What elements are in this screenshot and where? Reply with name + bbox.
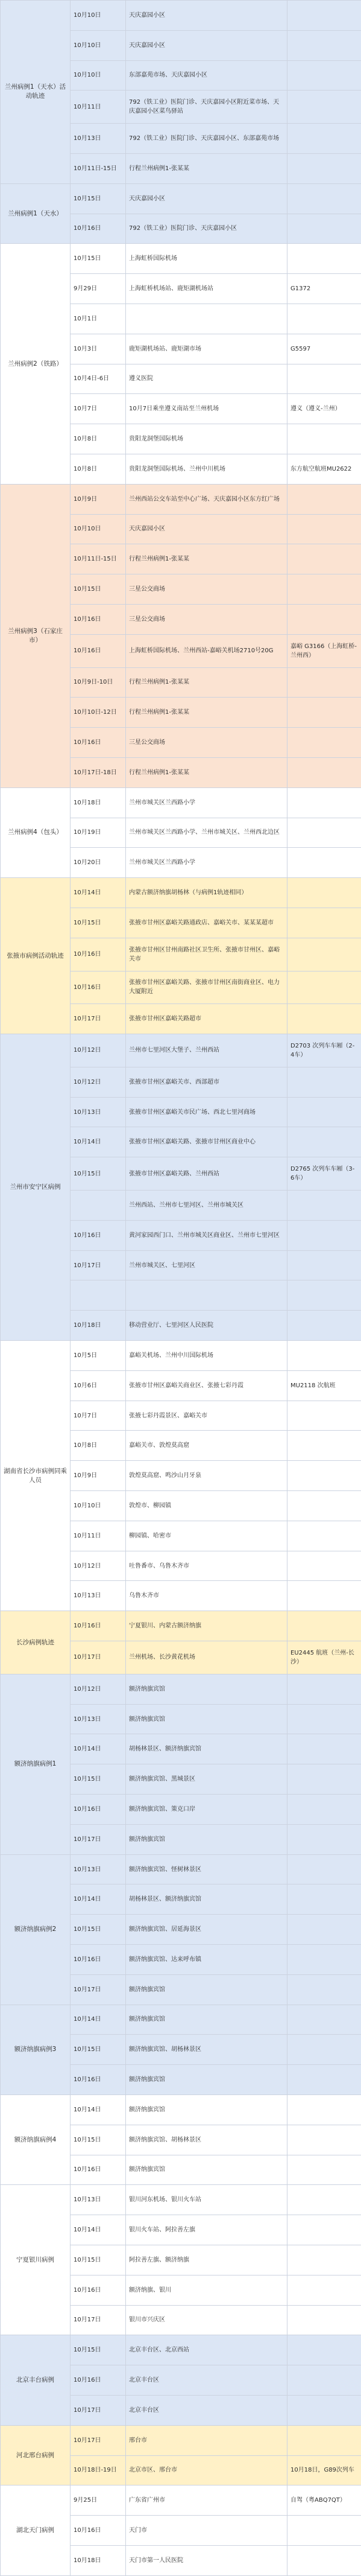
location-cell: 上海虹桥国际机场、兰州西站-嘉峪关机场2710号20G <box>126 634 287 667</box>
transport-note-cell <box>287 183 361 214</box>
transport-note-cell <box>287 2395 361 2425</box>
transport-note-cell <box>287 2545 361 2575</box>
location-cell: 内蒙古额济纳旗胡杨林（与病例1轨迹相同） <box>126 878 287 908</box>
date-cell: 10月10日 <box>71 514 126 544</box>
location-cell: 天庆嘉园小区 <box>126 30 287 60</box>
case-person-cell: 湖北天门病例 <box>1 2485 71 2575</box>
date-cell: 10月14日 <box>71 1884 126 1915</box>
transport-note-cell <box>287 878 361 908</box>
transport-note-cell <box>287 2425 361 2455</box>
date-cell: 10月16日 <box>71 1795 126 1825</box>
table-row <box>1 183 361 214</box>
date-cell: 10月14日 <box>71 2005 126 2035</box>
date-cell: 10月17日 <box>71 2395 126 2425</box>
transport-note-cell <box>287 1915 361 1945</box>
transport-note-cell <box>287 938 361 971</box>
transport-note-cell <box>287 1220 361 1250</box>
case-person-cell: 兰州病例1（天水）活动轨迹 <box>1 1 71 184</box>
location-cell: 胡杨林景区、额济纳旗宾馆 <box>126 1734 287 1764</box>
location-cell: 张掖市甘州区嘉峪关路、兰州西站 <box>126 1157 287 1191</box>
date-cell: 10月15日 <box>71 574 126 605</box>
location-cell: 额济纳旗宾馆 <box>126 2065 287 2095</box>
date-cell: 9月25日 <box>71 2485 126 2516</box>
location-cell: 银川市兴庆区 <box>126 2305 287 2335</box>
location-cell: 北京丰台区 <box>126 2365 287 2396</box>
location-cell: 胡杨林景区、额济纳旗宾馆 <box>126 1884 287 1915</box>
table-row <box>1 1 361 31</box>
date-cell: 10月16日 <box>71 971 126 1004</box>
date-cell: 10月13日 <box>71 2185 126 2215</box>
date-cell: 10月8日 <box>71 1431 126 1461</box>
date-cell: 10月19日 <box>71 818 126 848</box>
case-person-cell: 河北邢台病例 <box>1 2425 71 2485</box>
transport-note-cell <box>287 2365 361 2396</box>
location-cell: 兰州市城关区兰西路小学、兰州市城关区、兰州西北边区 <box>126 818 287 848</box>
transport-note-cell <box>287 1795 361 1825</box>
location-cell: 三星公交商场 <box>126 604 287 634</box>
case-person-cell: 额济纳旗病例2 <box>1 1854 71 2005</box>
date-cell: 10月18日 <box>71 787 126 818</box>
date-cell: 10月16日 <box>71 2275 126 2305</box>
location-cell: 兰州西站、兰州市七里河区、兰州市城关区 <box>126 1191 287 1221</box>
date-cell: 10月16日 <box>71 1611 126 1641</box>
transport-note-cell <box>287 2215 361 2245</box>
date-cell: 10月11日-15日 <box>71 544 126 574</box>
date-cell: 10月12日 <box>71 1551 126 1581</box>
location-cell: 额济纳旗宾馆、胡杨林景区 <box>126 2125 287 2155</box>
location-cell: 宁夏银川、内蒙古额济纳旗 <box>126 1611 287 1641</box>
date-cell <box>71 1280 126 1311</box>
transport-note-cell <box>287 214 361 244</box>
transport-note-cell <box>287 2516 361 2546</box>
case-person-cell: 额济纳旗病例3 <box>1 2005 71 2094</box>
transport-note-cell <box>287 1704 361 1734</box>
location-cell: 天庆嘉园小区 <box>126 1 287 31</box>
transport-note-cell <box>287 1551 361 1581</box>
location-cell: 天门市第一人民医院 <box>126 2545 287 2575</box>
date-cell: 10月13日 <box>71 1581 126 1611</box>
location-cell: 额济纳旗宾馆 <box>126 2094 287 2125</box>
transport-note-cell: EU2445 航班（兰州-长沙） <box>287 1641 361 1674</box>
transport-note-cell <box>287 698 361 728</box>
transport-note-cell <box>287 91 361 124</box>
date-cell: 10月10日 <box>71 60 126 91</box>
case-person-cell: 湖南省长沙市病例同乘人员 <box>1 1341 71 1611</box>
date-cell: 10月11日 <box>71 91 126 124</box>
location-cell: 额济纳旗宾馆、胡杨林景区 <box>126 2035 287 2065</box>
transport-note-cell <box>287 667 361 698</box>
date-cell: 10月17日 <box>71 2305 126 2335</box>
transport-note-cell <box>287 2094 361 2125</box>
case-person-cell: 兰州病例3（石家庄市） <box>1 484 71 787</box>
location-cell: 兰州市城关区兰西路小学 <box>126 787 287 818</box>
date-cell: 10月9日 <box>71 1461 126 1491</box>
case-person-cell: 兰州病例4（包头） <box>1 787 71 877</box>
table-row <box>1 244 361 274</box>
location-cell: 银川火车站、阿拉善左旗 <box>126 2215 287 2245</box>
date-cell: 10月17日 <box>71 1250 126 1280</box>
date-cell: 10月18日 <box>71 2545 126 2575</box>
location-cell: 额济纳旗宾馆 <box>126 2005 287 2035</box>
transport-note-cell <box>287 1581 361 1611</box>
location-cell <box>126 1280 287 1311</box>
date-cell: 10月15日 <box>71 1915 126 1945</box>
case-person-cell: 兰州市安宁区病例 <box>1 1034 71 1341</box>
transport-note-cell: 遵义（遵义-兰州） <box>287 394 361 424</box>
date-cell: 10月17日 <box>71 1824 126 1854</box>
transport-note-cell <box>287 2275 361 2305</box>
transport-note-cell: MU2118 次航班 <box>287 1370 361 1401</box>
location-cell: 移动营业厅、七里河区人民医院 <box>126 1311 287 1341</box>
transport-note-cell <box>287 1280 361 1311</box>
transport-note-cell <box>287 1461 361 1491</box>
transport-note-cell <box>287 574 361 605</box>
location-cell: 兰州市城关区、七里河区 <box>126 1250 287 1280</box>
date-cell: 10月17日 <box>71 1641 126 1674</box>
location-cell: 张掖七彩丹霞景区、嘉峪关市 <box>126 1401 287 1431</box>
date-cell: 10月13日 <box>71 124 126 154</box>
location-cell: 行程兰州病例1-张某某 <box>126 698 287 728</box>
location-cell: 北京丰台区 <box>126 2395 287 2425</box>
date-cell: 10月13日 <box>71 1704 126 1734</box>
transport-note-cell <box>287 848 361 878</box>
table-row <box>1 484 361 514</box>
transport-note-cell: D2765 次列车车厢（3-6车） <box>287 1157 361 1191</box>
date-cell: 10月16日 <box>71 214 126 244</box>
location-cell: 额济纳旗宾馆、达来呼布镇 <box>126 1945 287 1975</box>
transport-note-cell <box>287 544 361 574</box>
transport-note-cell <box>287 244 361 274</box>
case-person-cell: 张掖市病例活动轨迹 <box>1 878 71 1034</box>
location-cell: 张掖市甘州区嘉峪关路超市 <box>126 1004 287 1034</box>
location-cell: 三星公交商场 <box>126 574 287 605</box>
case-person-cell: 长沙病例轨迹 <box>1 1611 71 1674</box>
date-cell: 10月14日 <box>71 1127 126 1157</box>
table-row <box>1 787 361 818</box>
location-cell: 鹿矩湖机场站、鹿矩湖市场 <box>126 334 287 364</box>
transport-note-cell <box>287 1734 361 1764</box>
date-cell: 10月14日 <box>71 878 126 908</box>
location-cell: 上海虹桥机场站、鹿矩湖机场站 <box>126 274 287 304</box>
case-person-cell: 额济纳旗病例1 <box>1 1674 71 1854</box>
table-row <box>1 1674 361 1704</box>
table-row <box>1 2335 361 2365</box>
transport-note-cell <box>287 484 361 514</box>
transport-note-cell <box>287 908 361 938</box>
date-cell: 10月15日 <box>71 1764 126 1795</box>
date-cell: 10月17日 <box>71 2425 126 2455</box>
transport-note-cell <box>287 2125 361 2155</box>
transport-note-cell <box>287 757 361 787</box>
table-row <box>1 1611 361 1641</box>
transport-note-cell <box>287 787 361 818</box>
transport-note-cell <box>287 728 361 758</box>
table-row <box>1 2005 361 2035</box>
date-cell: 10月12日 <box>71 1034 126 1067</box>
date-cell: 10月9日-10日 <box>71 667 126 698</box>
transport-note-cell <box>287 1097 361 1127</box>
case-person-cell: 兰州病例2（铁路） <box>1 244 71 484</box>
date-cell: 10月15日 <box>71 2245 126 2275</box>
location-cell: 额济纳旗宾馆、黑城景区 <box>126 1764 287 1795</box>
location-cell: 柳园镇、哈密市 <box>126 1521 287 1551</box>
transport-note-cell <box>287 1067 361 1097</box>
transport-note-cell <box>287 818 361 848</box>
date-cell: 9月29日 <box>71 274 126 304</box>
transport-note-cell <box>287 424 361 454</box>
location-cell <box>126 304 287 334</box>
date-cell: 10月16日 <box>71 1220 126 1250</box>
date-cell: 10月15日 <box>71 908 126 938</box>
location-cell: 天庆嘉园小区 <box>126 514 287 544</box>
date-cell: 10月16日 <box>71 604 126 634</box>
transport-note-cell <box>287 2335 361 2365</box>
transport-note-cell <box>287 2185 361 2215</box>
date-cell: 10月3日 <box>71 334 126 364</box>
location-cell: 北京丰台区、北京西站 <box>126 2335 287 2365</box>
location-cell: 792（铁工业）医院门诊、天庆嘉园小区 <box>126 214 287 244</box>
date-cell: 10月6日 <box>71 1370 126 1401</box>
transport-note-cell <box>287 124 361 154</box>
transport-note-cell <box>287 1974 361 2005</box>
location-cell: 贵阳龙洞堡国际机场、兰州中川机场 <box>126 454 287 484</box>
case-person-cell: 额济纳旗病例4 <box>1 2094 71 2184</box>
location-cell: 敦煌市、柳园镇 <box>126 1491 287 1521</box>
location-cell: 额济纳旗宾馆、策克口岸 <box>126 1795 287 1825</box>
transport-note-cell <box>287 971 361 1004</box>
date-cell: 10月16日 <box>71 938 126 971</box>
transport-note-cell <box>287 1401 361 1431</box>
location-cell: 行程兰州病例1-张某某 <box>126 153 287 183</box>
date-cell: 10月16日 <box>71 728 126 758</box>
date-cell: 10月12日 <box>71 1067 126 1097</box>
date-cell: 10月16日 <box>71 2516 126 2546</box>
transport-note-cell <box>287 1311 361 1341</box>
date-cell: 10月11日-15日 <box>71 153 126 183</box>
transport-note-cell <box>287 304 361 334</box>
date-cell: 10月7日 <box>71 1401 126 1431</box>
transport-note-cell <box>287 514 361 544</box>
date-cell: 10月7日 <box>71 394 126 424</box>
itinerary-table-body <box>1 1 361 2576</box>
location-cell: 张掖市甘州区嘉峪关市、西部超市 <box>126 1067 287 1097</box>
location-cell: 兰州西站公交车站至中心广场、天庆嘉园小区东方红广场 <box>126 484 287 514</box>
transport-note-cell <box>287 1824 361 1854</box>
date-cell: 10月14日 <box>71 1734 126 1764</box>
date-cell: 10月15日 <box>71 1157 126 1191</box>
transport-note-cell <box>287 1611 361 1641</box>
transport-note-cell <box>287 60 361 91</box>
date-cell: 10月10日 <box>71 1491 126 1521</box>
location-cell: 吐鲁番市、乌鲁木齐市 <box>126 1551 287 1581</box>
transport-note-cell <box>287 1945 361 1975</box>
location-cell: 黄河家园西门口、兰州市城关区商业区、兰州市七里河区 <box>126 1220 287 1250</box>
date-cell: 10月8日 <box>71 454 126 484</box>
date-cell: 10月15日 <box>71 2335 126 2365</box>
location-cell: 遵义医院 <box>126 364 287 394</box>
transport-note-cell <box>287 1764 361 1795</box>
location-cell: 兰州市城关区兰西路小学 <box>126 848 287 878</box>
date-cell: 10月9日 <box>71 484 126 514</box>
transport-note-cell <box>287 364 361 394</box>
location-cell: 额济纳旗宾馆 <box>126 1974 287 2005</box>
transport-note-cell: G1372 <box>287 274 361 304</box>
location-cell: 张掖市甘州区嘉峪关路、张掖市甘州区商业中心 <box>126 1127 287 1157</box>
transport-note-cell <box>287 2155 361 2185</box>
location-cell: 额济纳旗、银川 <box>126 2275 287 2305</box>
location-cell: 张掖市甘州区嘉峪关市民广场、西北七里河商场 <box>126 1097 287 1127</box>
date-cell: 10月16日 <box>71 634 126 667</box>
date-cell: 10月18日-19日 <box>71 2455 126 2485</box>
location-cell: 东部嘉苑市场、天庆嘉园小区 <box>126 60 287 91</box>
case-person-cell: 宁夏银川病例 <box>1 2185 71 2335</box>
location-cell: 792（铁工业）医院门诊、天庆嘉园小区附近菜市场、天庆嘉园小区菜鸟驿站 <box>126 91 287 124</box>
date-cell <box>71 1191 126 1221</box>
date-cell: 10月18日 <box>71 1311 126 1341</box>
location-cell: 张掖市甘州区甘州南路社区卫生所、张掖市甘州区、嘉峪关市 <box>126 938 287 971</box>
transport-note-cell <box>287 1004 361 1034</box>
transport-note-cell <box>287 1491 361 1521</box>
transport-note-cell <box>287 1521 361 1551</box>
transport-note-cell <box>287 1127 361 1157</box>
date-cell: 10月15日 <box>71 183 126 214</box>
location-cell: 张掖市甘州区嘉峪关商业区、张掖七彩丹霞 <box>126 1370 287 1401</box>
date-cell: 10月20日 <box>71 848 126 878</box>
transport-note-cell: 10月18日，G89次列车 <box>287 2455 361 2485</box>
transport-note-cell <box>287 604 361 634</box>
location-cell: 北京市区、邢台市 <box>126 2455 287 2485</box>
transport-note-cell <box>287 1250 361 1280</box>
transport-note-cell <box>287 2005 361 2035</box>
case-person-cell: 兰州病例1（天水） <box>1 183 71 244</box>
date-cell: 10月16日 <box>71 2365 126 2396</box>
date-cell: 10月15日 <box>71 2125 126 2155</box>
date-cell: 10月4日-6日 <box>71 364 126 394</box>
table-row <box>1 2185 361 2215</box>
transport-note-cell <box>287 1884 361 1915</box>
location-cell: 天庆嘉园小区 <box>126 183 287 214</box>
location-cell: 银川河东机场、银川火车站 <box>126 2185 287 2215</box>
location-cell: 兰州市七里河区大堡子、兰州西站 <box>126 1034 287 1067</box>
transport-note-cell: 自驾（粤ABQ7QT） <box>287 2485 361 2516</box>
date-cell: 10月12日 <box>71 1674 126 1704</box>
case-person-cell: 北京丰台病例 <box>1 2335 71 2425</box>
transport-note-cell: G5597 <box>287 334 361 364</box>
location-cell: 792（铁工业）医院门诊、天庆嘉园小区、东部嘉苑市场 <box>126 124 287 154</box>
location-cell: 行程兰州病例1-张某某 <box>126 544 287 574</box>
table-row <box>1 1034 361 1067</box>
date-cell: 10月17日-18日 <box>71 757 126 787</box>
date-cell: 10月14日 <box>71 2094 126 2125</box>
location-cell: 广东省广州市 <box>126 2485 287 2516</box>
table-row <box>1 1854 361 1884</box>
location-cell: 嘉峪关市、敦煌莫高窟 <box>126 1431 287 1461</box>
date-cell: 10月14日 <box>71 2215 126 2245</box>
transport-note-cell <box>287 1854 361 1884</box>
transport-note-cell <box>287 2035 361 2065</box>
date-cell: 10月15日 <box>71 244 126 274</box>
date-cell: 10月10日 <box>71 1 126 31</box>
location-cell: 额济纳旗宾馆 <box>126 1674 287 1704</box>
table-row <box>1 2425 361 2455</box>
date-cell: 10月17日 <box>71 1974 126 2005</box>
date-cell: 10月10日 <box>71 30 126 60</box>
location-cell: 阿拉善左旗、额济纳旗 <box>126 2245 287 2275</box>
transport-note-cell <box>287 1 361 31</box>
date-cell: 10月11日 <box>71 1521 126 1551</box>
date-cell: 10月13日 <box>71 1854 126 1884</box>
location-cell: 乌鲁木齐市 <box>126 1581 287 1611</box>
table-row <box>1 2094 361 2125</box>
location-cell: 天门市 <box>126 2516 287 2546</box>
date-cell: 10月17日 <box>71 1004 126 1034</box>
transport-note-cell <box>287 1431 361 1461</box>
table-row <box>1 878 361 908</box>
location-cell: 额济纳旗宾馆 <box>126 1704 287 1734</box>
date-cell: 10月1日 <box>71 304 126 334</box>
location-cell: 额济纳旗宾馆 <box>126 1824 287 1854</box>
location-cell: 额济纳旗宾馆 <box>126 2155 287 2185</box>
date-cell: 10月16日 <box>71 2155 126 2185</box>
date-cell: 10月5日 <box>71 1341 126 1371</box>
location-cell: 敦煌莫高窟、鸣沙山月牙泉 <box>126 1461 287 1491</box>
table-row <box>1 1341 361 1371</box>
transport-note-cell <box>287 2065 361 2095</box>
location-cell: 兰州机场、长沙黄花机场 <box>126 1641 287 1674</box>
transport-note-cell <box>287 153 361 183</box>
transport-note-cell: 东方航空航班MU2622 <box>287 454 361 484</box>
location-cell: 三星公交商场 <box>126 728 287 758</box>
date-cell: 10月10日-12日 <box>71 698 126 728</box>
transport-note-cell <box>287 30 361 60</box>
transport-note-cell <box>287 1191 361 1221</box>
transport-note-cell <box>287 1674 361 1704</box>
date-cell: 10月13日 <box>71 1097 126 1127</box>
transport-note-cell <box>287 2245 361 2275</box>
transport-note-cell: 嘉峪 G3166（上海虹桥-兰州西） <box>287 634 361 667</box>
transport-note-cell: D2703 次列车车厢（2-4车） <box>287 1034 361 1067</box>
location-cell: 行程兰州病例1-张某某 <box>126 757 287 787</box>
date-cell: 10月8日 <box>71 424 126 454</box>
location-cell: 张掖市甘州区嘉峪关路通政店、嘉峪关市、某某某超市 <box>126 908 287 938</box>
location-cell: 邢台市 <box>126 2425 287 2455</box>
location-cell: 贵阳龙洞堡国际机场 <box>126 424 287 454</box>
location-cell: 额济纳旗宾馆、怪树林景区 <box>126 1854 287 1884</box>
location-cell: 额济纳旗宾馆、居延海景区 <box>126 1915 287 1945</box>
date-cell: 10月16日 <box>71 2065 126 2095</box>
table-row <box>1 2485 361 2516</box>
location-cell: 10月7日乘坐遵义南站至兰州机场 <box>126 394 287 424</box>
date-cell: 10月15日 <box>71 2035 126 2065</box>
date-cell: 10月16日 <box>71 1945 126 1975</box>
location-cell: 上海虹桥国际机场 <box>126 244 287 274</box>
location-cell: 行程兰州病例1-张某某 <box>126 667 287 698</box>
location-cell: 张掖市甘州区嘉峪关路、张掖市甘州区南街商业区、电力大厦附近 <box>126 971 287 1004</box>
location-cell: 嘉峪关机场、兰州中川国际机场 <box>126 1341 287 1371</box>
transport-note-cell <box>287 1341 361 1371</box>
transport-note-cell <box>287 2305 361 2335</box>
